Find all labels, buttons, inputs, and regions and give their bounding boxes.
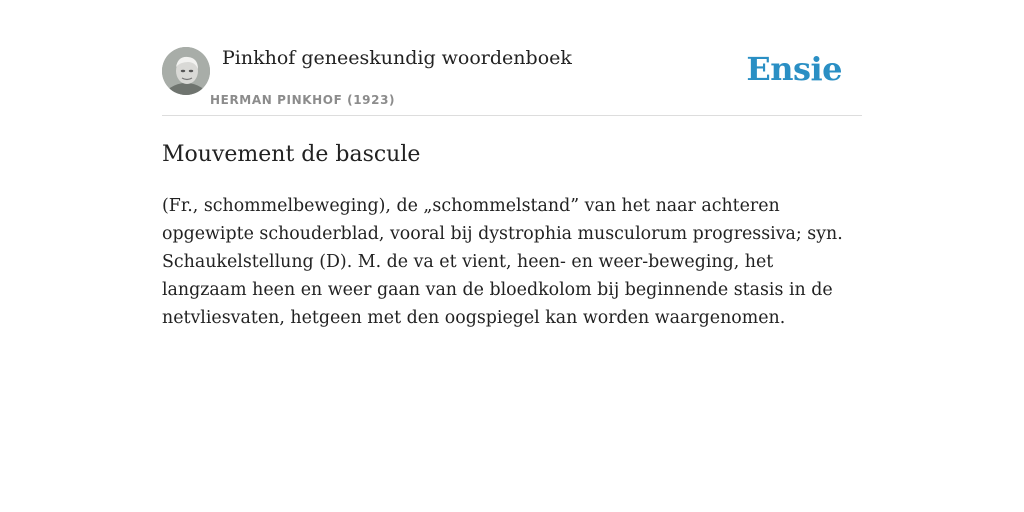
book-title-link[interactable]: Pinkhof geneeskundig woordenboek	[222, 47, 572, 69]
entry-term: Mouvement de bascule	[162, 142, 421, 167]
entry-definition: (Fr., schommelbeweging), de „schommelstand” van het naar achteren opgewipte schouderblad, vooral bij dystrophia musculorum progressiva; syn. Schaukelstellung (D). M. de va et vient, heen- en weer-beweging, het langzaam heen en weer gaan van de bloedkolom bij beginnende stasis in de netvliesvaten, hetgeen met den oogspiegel kan worden waargenomen.	[162, 196, 843, 328]
source-header	[162, 0, 862, 116]
author-avatar[interactable]	[162, 47, 210, 95]
ensie-logo[interactable]: Ensie	[746, 50, 842, 88]
author-name[interactable]: HERMAN PINKHOF (1923)	[210, 93, 396, 107]
author-portrait-icon	[162, 47, 210, 95]
entry-card	[162, 0, 862, 328]
